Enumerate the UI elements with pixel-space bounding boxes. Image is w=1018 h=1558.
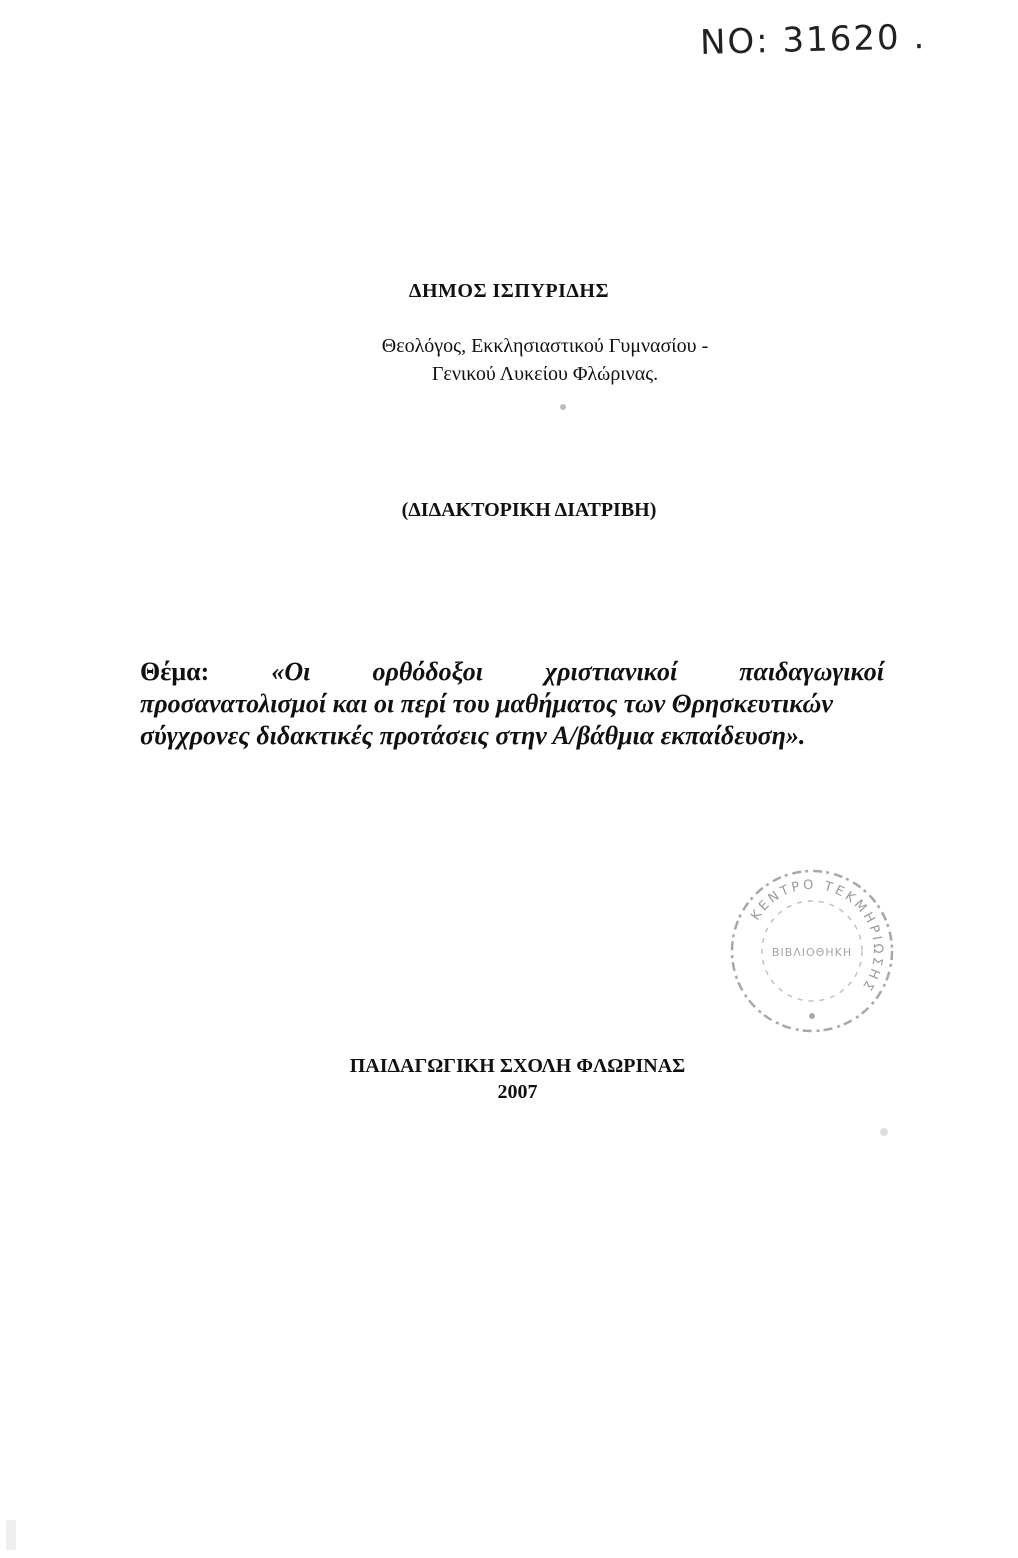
stamp-ring-text: ΚΕΝΤΡΟ ΤΕΚΜΗΡΙΩΣΗΣ xyxy=(748,877,886,996)
subject-label: Θέμα: xyxy=(140,657,210,686)
subject-word: «Οι xyxy=(271,657,311,686)
subject-word: χριστιανικοί xyxy=(545,657,678,686)
publication-year: 2007 xyxy=(497,1081,538,1103)
subject-line-2: προσανατολισμοί και οι περί του μαθήματος των Θρησκευτικών xyxy=(140,689,833,718)
affiliation-line-2: Γενικού Λυκείου Φλώρινας. xyxy=(431,363,659,385)
stamp-center-text: ΒΙΒΛΙΟΘΗΚΗ xyxy=(771,946,853,959)
scan-speck xyxy=(6,1520,16,1550)
school-block xyxy=(0,1053,1018,1105)
scan-speck xyxy=(880,1128,888,1136)
subject-word: ορθόδοξοι xyxy=(372,657,483,686)
school-name: ΠΑΙΔΑΓΩΓΙΚΗ ΣΧΟΛΗ ΦΛΩΡΙΝΑΣ xyxy=(349,1055,686,1077)
archive-number: ΝΟ: 31620 . xyxy=(699,17,927,63)
thesis-type: (ΔΙΔΑΚΤΟΡΙΚΗ ΔΙΑΤΡΙΒΗ) xyxy=(401,499,657,521)
author-name: ΔΗΜΟΣ ΙΣΠΥΡΙΔΗΣ xyxy=(408,280,610,302)
subject-line-1 xyxy=(140,656,884,688)
affiliation-line-1: Θεολόγος, Εκκλησιαστικού Γυμνασίου - xyxy=(381,335,709,357)
thesis-subject xyxy=(140,656,884,752)
scan-speck xyxy=(560,404,566,410)
subject-word: παιδαγωγικοί xyxy=(739,657,884,686)
library-stamp xyxy=(728,862,896,1040)
author-affiliation xyxy=(0,332,1018,388)
subject-line-3: σύγχρονες διδακτικές προτάσεις στην Α/βάθμια εκπαίδευση». xyxy=(140,721,806,750)
